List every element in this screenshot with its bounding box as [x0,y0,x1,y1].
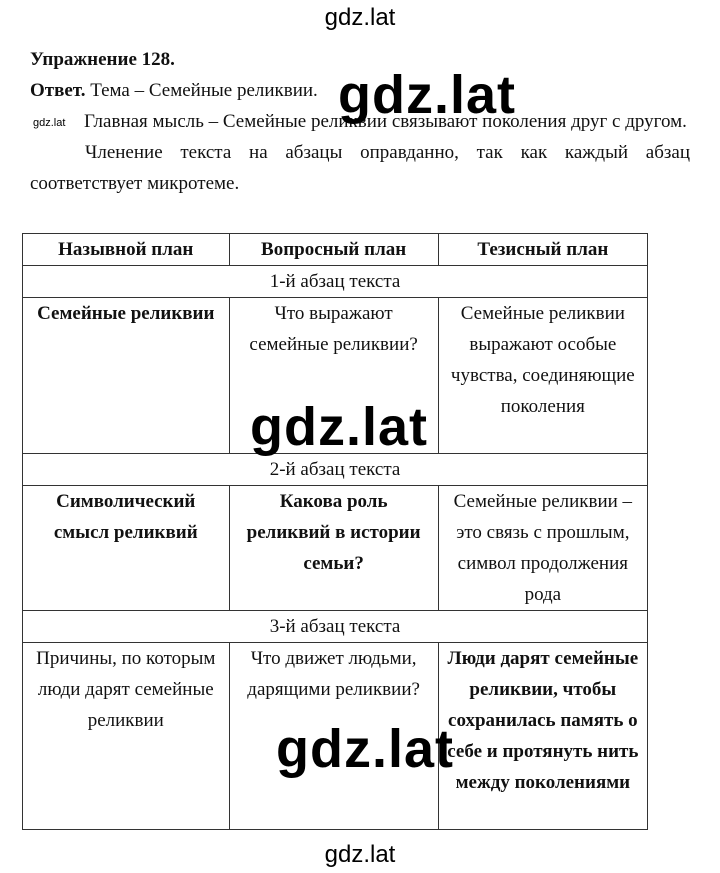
thesis-cell: Люди дарят семейные реликвии, чтобы сохранилась память о себе и протянуть нить между поколениями [438,643,647,830]
section-label: 2-й абзац текста [23,454,648,486]
section-label-row [23,266,648,298]
watermark-small: gdz.lat [33,117,66,129]
section-label: 3-й абзац текста [23,611,648,643]
question-cell: Что движет людьми, дарящими реликвии? [229,643,438,830]
watermark-top: gdz.lat [324,4,396,31]
watermark-overlay-3: gdz.lat [276,719,454,779]
answer-label: Ответ. [30,80,86,101]
table-row [23,486,648,611]
thesis-cell: Семейные реликвии выражают особые чувства, соединяющие поколения [438,298,647,454]
table-header-row [23,234,648,266]
section-label-row [23,454,648,486]
exercise-title: Упражнение 128. [30,49,175,70]
paragraphing-line: Членение текста на абзацы оправданно, так как каждый абзац соответствует микротеме. [30,142,690,194]
header-nominal-plan: Назывной план [23,234,230,266]
main-idea-text: Главная мысль – Семейные реликвии связывают поколения друг с другом. [84,111,687,132]
thesis-cell: Семейные реликвии – это связь с прошлым, символ продолжения рода [438,486,647,611]
watermark-bottom: gdz.lat [324,841,396,868]
section-label-row [23,611,648,643]
theme-text: Тема – Семейные реликвии. [90,80,318,101]
header-thesis-plan: Тезисный план [438,234,647,266]
nominal-cell: Семейные реликвии [23,298,230,454]
nominal-cell: Символический смысл реликвий [23,486,230,611]
question-cell: Какова роль реликвий в истории семьи? [229,486,438,611]
nominal-cell: Причины, по которым люди дарят семейные реликвии [23,643,230,830]
watermark-overlay-1: gdz.lat [338,65,516,125]
header-question-plan: Вопросный план [229,234,438,266]
watermark-overlay-2: gdz.lat [250,397,428,457]
question-cell: Что выражают семейные реликвии? [229,298,438,454]
section-label: 1-й абзац текста [23,266,648,298]
